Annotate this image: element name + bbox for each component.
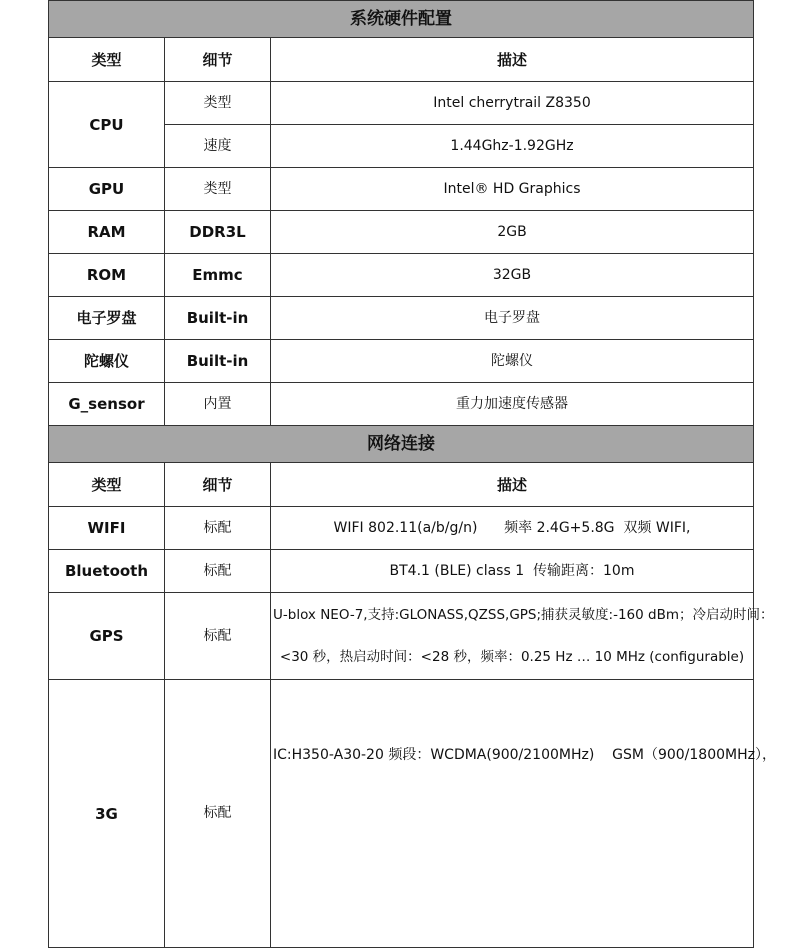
table-row bbox=[49, 297, 754, 340]
table-row bbox=[49, 383, 754, 426]
row-description: WIFI 802.11(a/b/g/n) 频率 2.4G+5.8G 双频 WIFI, bbox=[271, 507, 754, 550]
row-description: Intel cherrytrail Z8350 bbox=[271, 82, 754, 125]
hardware-section-header bbox=[49, 1, 754, 38]
header-type: 类型 bbox=[49, 463, 165, 507]
row-description: 陀螺仪 bbox=[271, 340, 754, 383]
table-row bbox=[49, 168, 754, 211]
table-row bbox=[49, 593, 754, 680]
table-row bbox=[49, 680, 754, 948]
row-type-bluetooth: Bluetooth bbox=[49, 550, 165, 593]
row-detail: Built-in bbox=[165, 297, 271, 340]
row-type-wifi: WIFI bbox=[49, 507, 165, 550]
table-row bbox=[49, 340, 754, 383]
network-section-title: 网络连接 bbox=[49, 426, 754, 463]
row-type: GPU bbox=[49, 168, 165, 211]
row-type: 电子罗盘 bbox=[49, 297, 165, 340]
row-type-cpu: CPU bbox=[49, 82, 165, 168]
table-row bbox=[49, 211, 754, 254]
spec-sheet bbox=[48, 0, 776, 823]
row-description: 32GB bbox=[271, 254, 754, 297]
hardware-column-headers bbox=[49, 38, 754, 82]
row-detail: 标配 bbox=[165, 550, 271, 593]
row-description: BT4.1 (BLE) class 1 传输距离：10m bbox=[271, 550, 754, 593]
row-description: 1.44Ghz-1.92GHz bbox=[271, 125, 754, 168]
header-description: 描述 bbox=[271, 38, 754, 82]
hardware-section-title: 系统硬件配置 bbox=[49, 1, 754, 38]
row-detail: 内置 bbox=[165, 383, 271, 426]
network-section-header bbox=[49, 426, 754, 463]
header-detail: 细节 bbox=[165, 463, 271, 507]
hardware-table bbox=[48, 0, 776, 948]
row-description bbox=[271, 593, 774, 680]
header-detail: 细节 bbox=[165, 38, 271, 82]
row-detail: 类型 bbox=[165, 82, 271, 125]
row-type: RAM bbox=[49, 211, 165, 254]
row-type: 陀螺仪 bbox=[49, 340, 165, 383]
row-description: 重力加速度传感器 bbox=[271, 383, 754, 426]
table-row bbox=[49, 82, 754, 125]
row-type: ROM bbox=[49, 254, 165, 297]
gps-desc-line1: U-blox NEO-7,支持:GLONASS,QZSS,GPS;捕获灵敏度:-160 dBm；冷启动时间： bbox=[273, 607, 774, 623]
row-type-3g: 3G bbox=[49, 680, 165, 948]
row-description: IC:H350-A30-20 频段：WCDMA(900/2100MHz) GSM（900/1800MHz）， bbox=[271, 680, 754, 948]
row-description: Intel® HD Graphics bbox=[271, 168, 754, 211]
row-detail: Built-in bbox=[165, 340, 271, 383]
gps-desc-line2: <30 秒，热启动时间：<28 秒，频率：0.25 Hz … 10 MHz (configurable) bbox=[279, 649, 745, 665]
row-type-gps: GPS bbox=[49, 593, 165, 680]
row-detail: 标配 bbox=[165, 680, 271, 948]
table-row bbox=[49, 550, 754, 593]
row-detail: 标配 bbox=[165, 593, 271, 680]
row-detail: 标配 bbox=[165, 507, 271, 550]
row-description: 2GB bbox=[271, 211, 754, 254]
row-detail: Emmc bbox=[165, 254, 271, 297]
row-detail: 速度 bbox=[165, 125, 271, 168]
table-row bbox=[49, 254, 754, 297]
row-description: 电子罗盘 bbox=[271, 297, 754, 340]
row-type: G_sensor bbox=[49, 383, 165, 426]
table-row bbox=[49, 507, 754, 550]
row-detail: DDR3L bbox=[165, 211, 271, 254]
header-description: 描述 bbox=[271, 463, 754, 507]
row-detail: 类型 bbox=[165, 168, 271, 211]
network-column-headers bbox=[49, 463, 754, 507]
header-type: 类型 bbox=[49, 38, 165, 82]
